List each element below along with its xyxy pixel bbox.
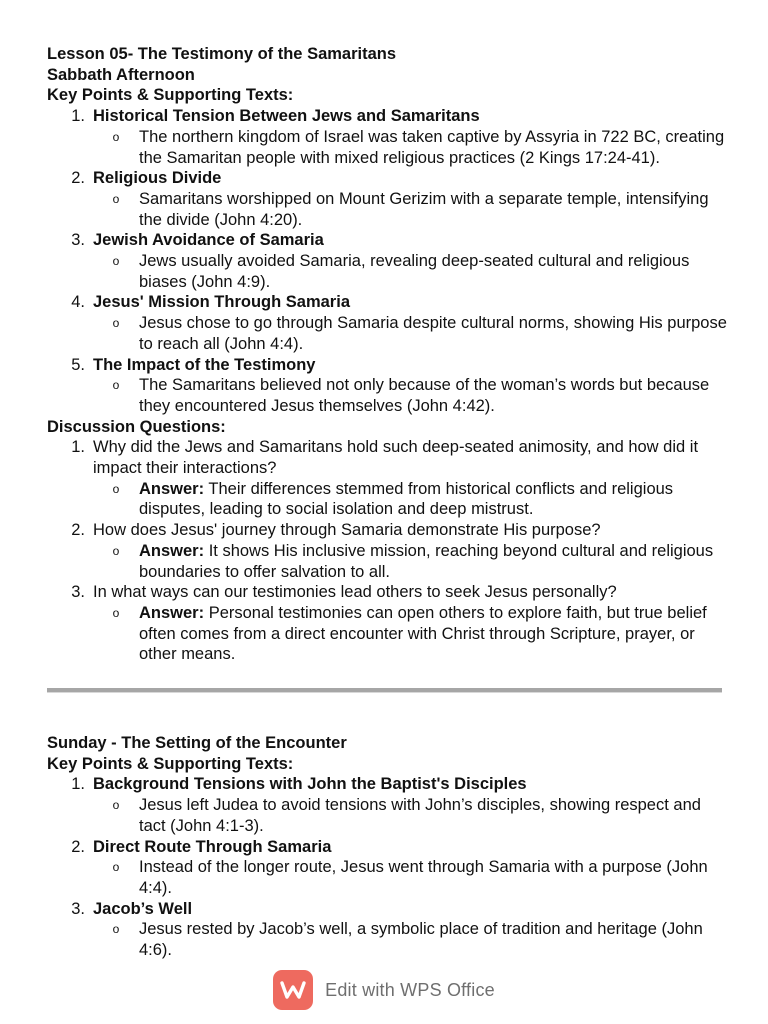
- bullet-icon: o: [112, 481, 120, 496]
- point-text: Jesus chose to go through Samaria despite cultural norms, showing His purpose to reach all (John 4:4).: [139, 314, 727, 353]
- bullet-icon: o: [112, 191, 120, 206]
- key-points-list: [47, 774, 737, 960]
- point-title: The Impact of the Testimony: [93, 355, 316, 374]
- point-number: 1.: [71, 107, 85, 126]
- point-title: Jacob’s Well: [93, 899, 193, 918]
- point-title: Jewish Avoidance of Samaria: [93, 231, 324, 250]
- question-text: In what ways can our testimonies lead others to seek Jesus personally?: [93, 583, 617, 602]
- point-text: The Samaritans believed not only because of the woman’s words but because they encountered Jesus themselves (John 4:42).: [139, 376, 710, 415]
- lesson-title: Lesson 05- The Testimony of the Samaritans: [47, 45, 397, 63]
- wps-logo-icon: [273, 970, 313, 1010]
- section-sunday: [47, 733, 737, 961]
- point-title: Historical Tension Between Jews and Samaritans: [93, 107, 480, 126]
- answer-text: Personal testimonies can open others to explore faith, but true belief often comes from a direct encounter with Christ through Scripture, prayer, or other means.: [139, 603, 707, 664]
- key-point: [47, 292, 737, 354]
- point-text: Jesus rested by Jacob’s well, a symbolic place of tradition and heritage (John 4:6).: [139, 920, 703, 960]
- bullet-icon: o: [112, 378, 120, 393]
- point-number: 2.: [71, 169, 85, 188]
- section-subtitle: Sabbath Afternoon: [47, 65, 195, 84]
- key-point: [47, 106, 737, 168]
- question-number: 3.: [71, 583, 85, 602]
- point-number: 2.: [71, 837, 85, 856]
- answer-text: Their differences stemmed from historical conflicts and religious disputes, leading to social isolation and deep mistrust.: [139, 479, 674, 519]
- key-point: [47, 230, 737, 292]
- key-points-heading: Key Points & Supporting Texts:: [47, 754, 294, 773]
- section-divider: [47, 688, 722, 693]
- discussion-question: [47, 582, 737, 665]
- discussion-question: [47, 520, 737, 582]
- answer-text: It shows His inclusive mission, reaching beyond cultural and religious boundaries to offer salvation to all.: [139, 541, 714, 581]
- edit-with-wps-label: Edit with WPS Office: [325, 979, 495, 1000]
- point-number: 1.: [71, 775, 85, 794]
- point-number: 3.: [71, 231, 85, 250]
- bullet-icon: o: [112, 316, 120, 331]
- section-sabbath-afternoon: [47, 44, 737, 665]
- point-number: 3.: [71, 899, 85, 918]
- question-text: How does Jesus' journey through Samaria demonstrate His purpose?: [93, 521, 601, 540]
- discussion-question: [47, 437, 737, 520]
- point-title: Background Tensions with John the Baptist's Disciples: [93, 775, 527, 794]
- bullet-icon: o: [112, 543, 120, 558]
- discussion-list: [47, 437, 737, 665]
- section-title: Sunday - The Setting of the Encounter: [47, 734, 347, 752]
- key-point: [47, 168, 737, 230]
- point-number: 4.: [71, 293, 85, 312]
- question-number: 1.: [71, 438, 85, 457]
- question-number: 2.: [71, 521, 85, 540]
- point-title: Jesus' Mission Through Samaria: [93, 293, 350, 312]
- bullet-icon: o: [112, 254, 120, 269]
- key-point: [47, 899, 737, 961]
- bullet-icon: o: [112, 798, 120, 813]
- point-text: Samaritans worshipped on Mount Gerizim with a separate temple, intensifying the divide (John 4:20).: [139, 189, 709, 229]
- point-text: Jews usually avoided Samaria, revealing deep-seated cultural and religious biases (John 4:9).: [139, 252, 690, 291]
- discussion-heading: Discussion Questions:: [47, 417, 226, 436]
- answer-label: Answer:: [139, 603, 205, 622]
- bullet-icon: o: [112, 860, 120, 875]
- answer-label: Answer:: [139, 479, 205, 498]
- wps-footer[interactable]: [0, 968, 768, 1012]
- key-point: [47, 837, 737, 899]
- point-text: Jesus left Judea to avoid tensions with John’s disciples, showing respect and tact (John 4:1-3).: [139, 796, 701, 835]
- point-text: The northern kingdom of Israel was taken captive by Assyria in 722 BC, creating the Samaritan people with mixed religious practices (2 Kings 17:24-41).: [139, 127, 725, 167]
- point-text: Instead of the longer route, Jesus went through Samaria with a purpose (John 4:4).: [139, 858, 708, 897]
- answer-label: Answer:: [139, 541, 205, 560]
- question-text: Why did the Jews and Samaritans hold such deep-seated animosity, and how did it impact their interactions?: [93, 438, 699, 478]
- key-point: [47, 774, 737, 836]
- key-points-list: [47, 106, 737, 417]
- point-title: Religious Divide: [93, 169, 222, 188]
- key-points-heading: Key Points & Supporting Texts:: [47, 86, 294, 105]
- bullet-icon: o: [112, 605, 120, 620]
- point-number: 5.: [71, 355, 85, 374]
- key-point: [47, 355, 737, 417]
- bullet-icon: o: [112, 129, 120, 144]
- point-title: Direct Route Through Samaria: [93, 837, 332, 856]
- bullet-icon: o: [112, 922, 120, 937]
